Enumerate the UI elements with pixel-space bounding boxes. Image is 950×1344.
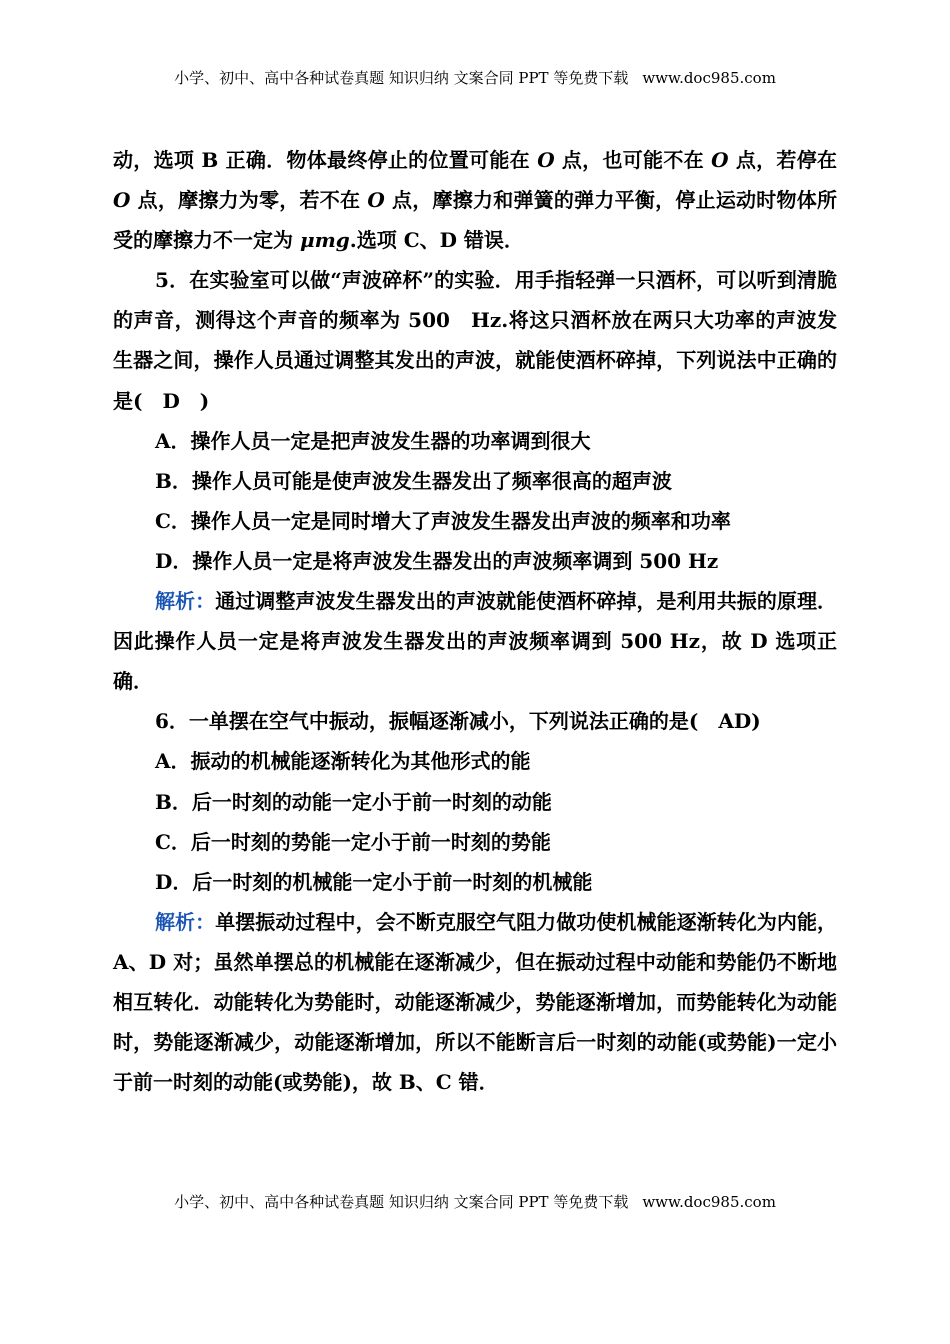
header-url[interactable]: www.doc985.com [642, 69, 776, 87]
question-5-stem: 5．在实验室可以做“声波碎杯”的实验．用手指轻弹一只酒杯，可以听到清脆的声音，测得这个声音的频率为 500 Hz.将这只酒杯放在两只大功率的声波发生器之间，操作人员通过调整其发出的声波，就能使酒杯碎掉，下列说法中正确的是( D ) [113, 268, 837, 413]
question-6-option-c: C．后一时刻的势能一定小于前一时刻的势能 [155, 829, 551, 854]
question-6-option-a: A．振动的机械能逐渐转化为其他形式的能 [155, 749, 531, 774]
page-footer [0, 1192, 950, 1212]
question-6-option-d: D．后一时刻的机械能一定小于前一时刻的机械能 [155, 869, 593, 894]
question-5-analysis: 解析：通过调整声波发生器发出的声波就能使酒杯碎掉，是利用共振的原理．因此操作人员一定是将声波发生器发出的声波频率调到 500 Hz，故 D 选项正确． [113, 589, 838, 694]
document-body [113, 140, 837, 1102]
question-5-option-b: B．操作人员可能是使声波发生器发出了频率很高的超声波 [155, 468, 672, 493]
header-text: 小学、初中、高中各种试卷真题 知识归纳 文案合同 PPT 等免费下载 [174, 69, 629, 87]
page-header [0, 68, 950, 88]
question-5-option-a: A．操作人员一定是把声波发生器的功率调到很大 [155, 428, 591, 453]
formula-mu-m-g: μmg [299, 228, 350, 253]
prev-answer-continuation: 动，选项 B 正确．物体最终停止的位置可能在 O 点，也可能不在 O 点，若停在 O 点，摩擦力为零，若不在 O 点，摩擦力和弹簧的弹力平衡，停止运动时物体所受的摩擦力不一定为 μmg.选项 C、D 错误． [113, 148, 837, 253]
analysis-label: 解析： [155, 909, 216, 934]
question-5-option-d: D．操作人员一定是将声波发生器发出的声波频率调到 500 Hz [155, 548, 719, 573]
footer-url[interactable]: www.doc985.com [642, 1193, 776, 1211]
question-6-analysis: 解析：单摆振动过程中，会不断克服空气阻力做功使机械能逐渐转化为内能，A、D 对；虽然单摆总的机械能在逐渐减少，但在振动过程中动能和势能仍不断地相互转化．动能转化为势能时，动能逐渐减少，势能逐渐增加，而势能转化为动能时，势能逐渐减少，动能逐渐增加，所以不能断言后一时刻的动能(或势能)一定小于前一时刻的动能(或势能)，故 B、C 错． [113, 909, 838, 1095]
question-6-option-b: B．后一时刻的动能一定小于前一时刻的动能 [155, 789, 552, 814]
question-6-stem: 6．一单摆在空气中振动，振幅逐渐减小，下列说法正确的是( AD) [155, 709, 761, 734]
footer-text: 小学、初中、高中各种试卷真题 知识归纳 文案合同 PPT 等免费下载 [174, 1193, 629, 1211]
question-5-option-c: C．操作人员一定是同时增大了声波发生器发出声波的频率和功率 [155, 508, 731, 533]
analysis-label: 解析： [155, 589, 216, 614]
